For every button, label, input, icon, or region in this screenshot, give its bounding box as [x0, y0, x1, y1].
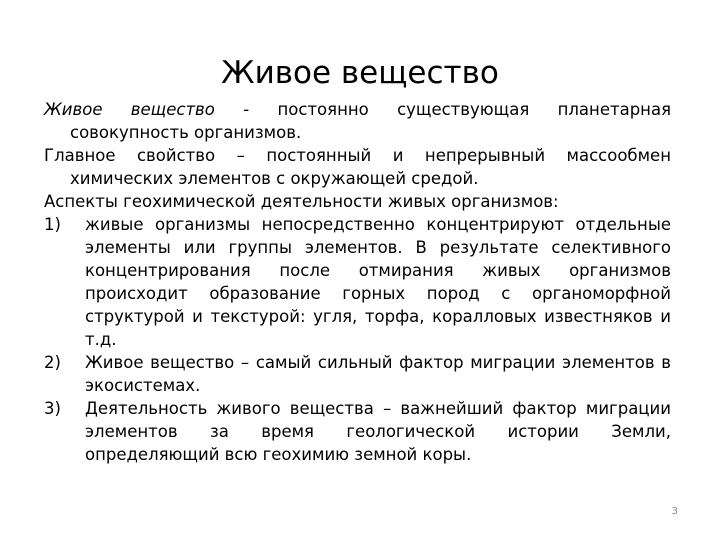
definition-paragraph — [44, 98, 671, 144]
slide-title: Живое вещество — [221, 54, 499, 91]
page-number: 3 — [671, 506, 678, 517]
list-item — [44, 397, 671, 466]
list-item-text: живые организмы непосредственно концентрируют отдельные элементы или группы элементов. В результате селективного концентрирования после отмирания живых организмов происходит образование горных пород с органоморфной структурой и текстурой: угля, торфа, коралловых известняков и т.д. — [85, 215, 671, 349]
definition-text: - постоянно существующая планетарная совокупность организмов. — [70, 100, 671, 142]
list-item-text: Живое вещество – самый сильный фактор миграции элементов в экосистемах. — [85, 353, 671, 395]
list-item-text: Деятельность живого вещества – важнейший фактор миграции элементов за время геологической истории Земли, определяющий всю геохимию земной коры. — [85, 399, 671, 464]
list-item-number: 2) — [44, 353, 61, 372]
list-item — [44, 213, 671, 351]
list-item-number: 3) — [44, 399, 61, 418]
list-item — [44, 351, 671, 397]
aspects-heading: Аспекты геохимической деятельности живых организмов: — [44, 192, 559, 211]
main-property-paragraph: Главное свойство – постоянный и непрерывный массообмен химических элементов с окружающей средой. — [44, 146, 671, 188]
aspects-list — [44, 213, 671, 466]
slide-body — [44, 98, 671, 466]
list-item-number: 1) — [44, 215, 61, 234]
definition-term: Живое вещество — [44, 100, 215, 119]
